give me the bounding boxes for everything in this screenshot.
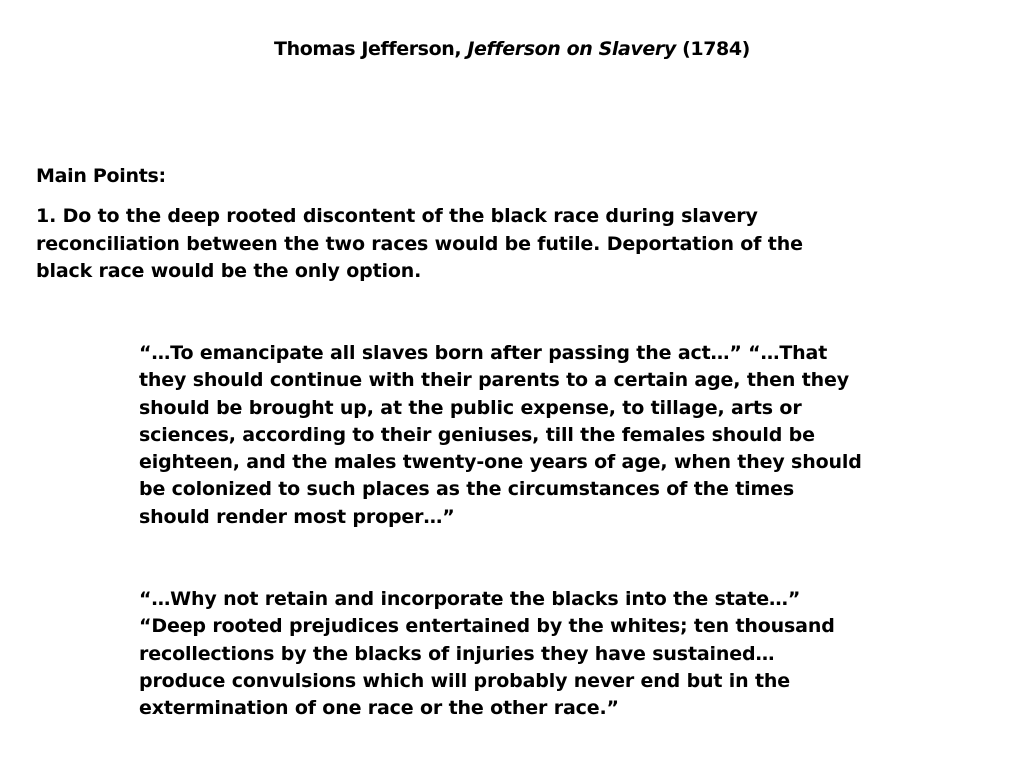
quote-line: “…Why not retain and incorporate the blacks into the state…” <box>139 588 801 610</box>
quote-line: extermination of one race or the other race.” <box>139 697 619 720</box>
main-point-1-line: reconciliation between the two races would be futile. Deportation of the <box>36 232 803 255</box>
quote-line: eighteen, and the males twenty-one years of age, when they should <box>139 451 862 474</box>
quote-line: produce convulsions which will probably never end but in the <box>139 669 791 692</box>
quote-line: be colonized to such places as the circumstances of the times <box>139 478 795 501</box>
quote-line: they should continue with their parents to a certain age, then they <box>139 369 849 392</box>
quote-line: “…To emancipate all slaves born after passing the act…” “…That <box>139 342 828 364</box>
main-point-1 <box>36 203 996 286</box>
quote-incorporation <box>139 586 1009 722</box>
quote-line: should be brought up, at the public expense, to tillage, arts or <box>139 396 802 419</box>
title-author: Thomas Jefferson, <box>274 38 468 60</box>
quote-emancipation <box>139 340 1009 531</box>
title-work: Jefferson on Slavery <box>467 38 676 60</box>
quote-line: sciences, according to their geniuses, till the females should be <box>139 423 815 446</box>
main-points-heading: Main Points: <box>36 165 166 187</box>
quote-line: “Deep rooted prejudices entertained by the whites; ten thousand <box>139 615 835 638</box>
title-year: (1784) <box>675 38 750 60</box>
slide-title <box>0 38 1024 60</box>
main-point-1-line: 1. Do to the deep rooted discontent of the black race during slavery <box>36 205 758 227</box>
quote-line: recollections by the blacks of injuries they have sustained… <box>139 642 775 665</box>
quote-line: should render most proper…” <box>139 505 455 528</box>
main-point-1-line: black race would be the only option. <box>36 260 422 282</box>
